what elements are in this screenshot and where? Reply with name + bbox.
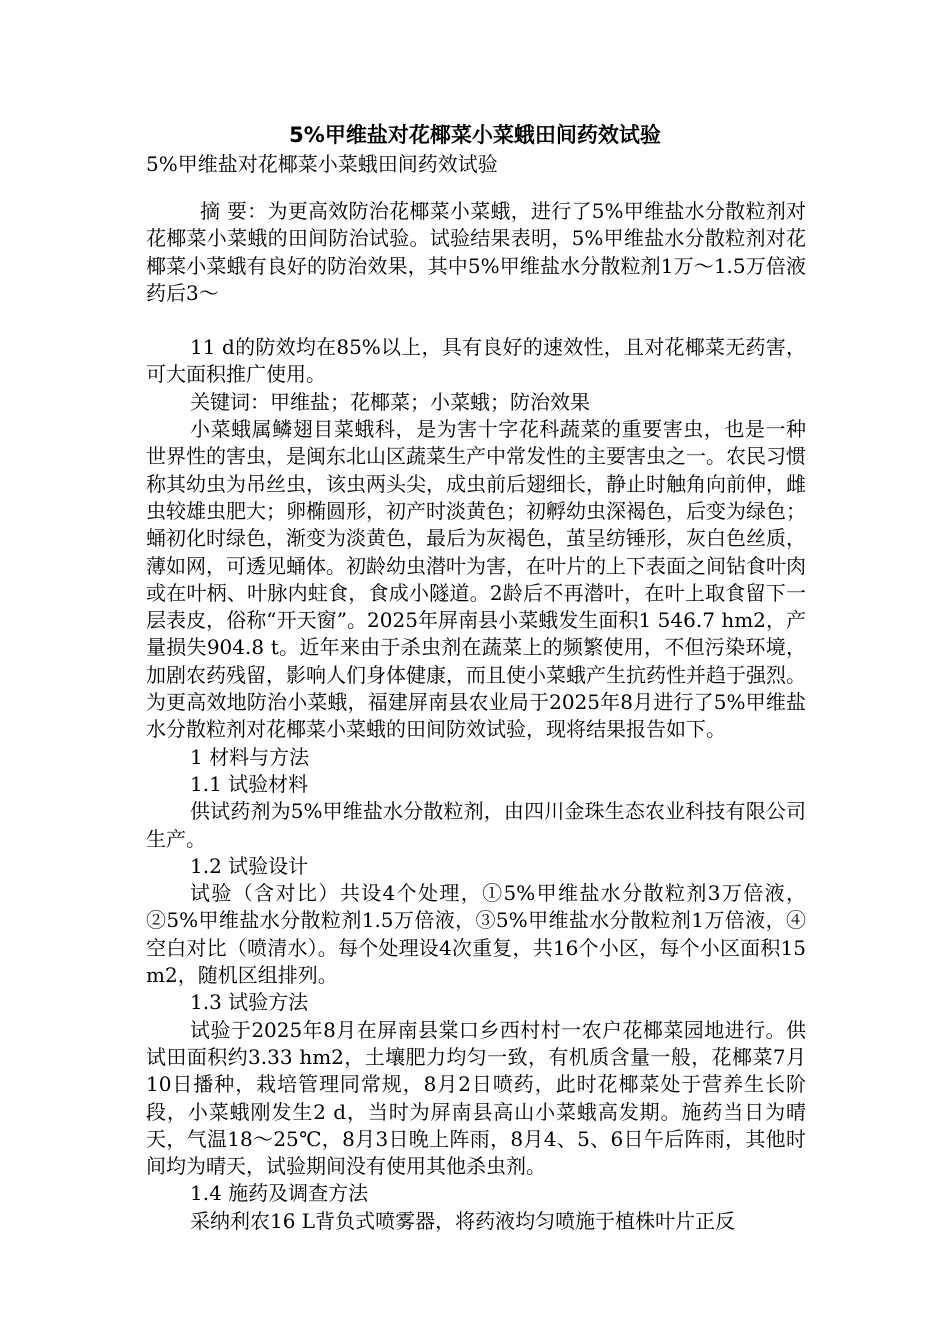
subsection-heading: 1.4 施药及调查方法: [190, 1181, 369, 1206]
body-paragraph: 采纳利农16 L背负式喷雾器，将药液均匀喷施于植株叶片正反: [190, 1208, 736, 1233]
subsection-heading: 1.2 试验设计: [190, 853, 309, 878]
body-paragraph: 试验（含对比）共设4个处理，①5%甲维盐水分散粒剂3万倍液，②5%甲维盐水分散粒剂1.5万倍液，③5%甲维盐水分散粒剂1万倍液，④空白对比（喷清水）。每个处理设4次重复，共16个小区，每个小区面积15 m2，随机区组排列。: [146, 881, 806, 988]
subsection-heading: 1.1 试验材料: [190, 771, 309, 796]
keywords-line: 关键词：甲维盐；花椰菜；小菜蛾；防治效果: [190, 389, 590, 414]
abstract-continuation: 11 d的防效均在85%以上，具有良好的速效性，且对花椰菜无药害，可大面积推广使用。: [146, 335, 806, 387]
section-heading: 1 材料与方法: [190, 744, 310, 769]
abstract-paragraph: 摘 要：为更高效防治花椰菜小菜蛾，进行了5%甲维盐水分散粒剂对花椰菜小菜蛾的田间防治试验。试验结果表明，5%甲维盐水分散粒剂对花椰菜小菜蛾有良好的防治效果，其中5%甲维盐水分散粒剂1万～1.5万倍液药后3～: [146, 199, 806, 305]
body-paragraph: 供试药剂为5%甲维盐水分散粒剂，由四川金珠生态农业科技有限公司生产。: [146, 799, 806, 851]
document-subtitle: 5%甲维盐对花椰菜小菜蛾田间药效试验: [146, 152, 498, 176]
body-paragraph: 试验于2025年8月在屏南县棠口乡西村村一农户花椰菜园地进行。供试田面积约3.33 hm2，土壤肥力均匀一致，有机质含量一般，花椰菜7月10日播种，栽培管理同常规，8月2日喷药，此时花椰菜处于营养生长阶段，小菜蛾刚发生2 d，当时为屏南县高山小菜蛾高发期。施药当日为晴天，气温18～25℃，8月3日晚上阵雨，8月4、5、6日午后阵雨，其他时间均为晴天，试验期间没有使用其他杀虫剂。: [146, 1017, 806, 1179]
subsection-heading: 1.3 试验方法: [190, 990, 309, 1015]
intro-paragraph: 小菜蛾属鳞翅目菜蛾科，是为害十字花科蔬菜的重要害虫，也是一种世界性的害虫，是闽东北山区蔬菜生产中常发性的主要害虫之一。农民习惯称其幼虫为吊丝虫，该虫两头尖，成虫前后翅细长，静止时触角向前伸，雌虫较雄虫肥大；卵椭圆形，初产时淡黄色；初孵幼虫深褐色，后变为绿色；蛹初化时绿色，渐变为淡黄色，最后为灰褐色，茧呈纺锤形，灰白色丝质，薄如网，可透见蛹体。初龄幼虫潜叶为害，在叶片的上下表面之间钻食叶肉或在叶柄、叶脉内蛀食，食成小隧道。2龄后不再潜叶，在叶上取食留下一层表皮，俗称“开天窗”。2025年屏南县小菜蛾发生面积1 546.7 hm2，产量损失904.8 t。近年来由于杀虫剂在蔬菜上的频繁使用，不但污染环境，加剧农药残留，影响人们身体健康，而且使小菜蛾产生抗药性并趋于强烈。为更高效地防治小菜蛾，福建屏南县农业局于2025年8月进行了5%甲维盐水分散粒剂对花椰菜小菜蛾的田间防效试验，现将结果报告如下。: [146, 417, 806, 742]
document-title: 5%甲维盐对花椰菜小菜蛾田间药效试验: [289, 123, 661, 147]
document-body: [146, 198, 806, 1235]
